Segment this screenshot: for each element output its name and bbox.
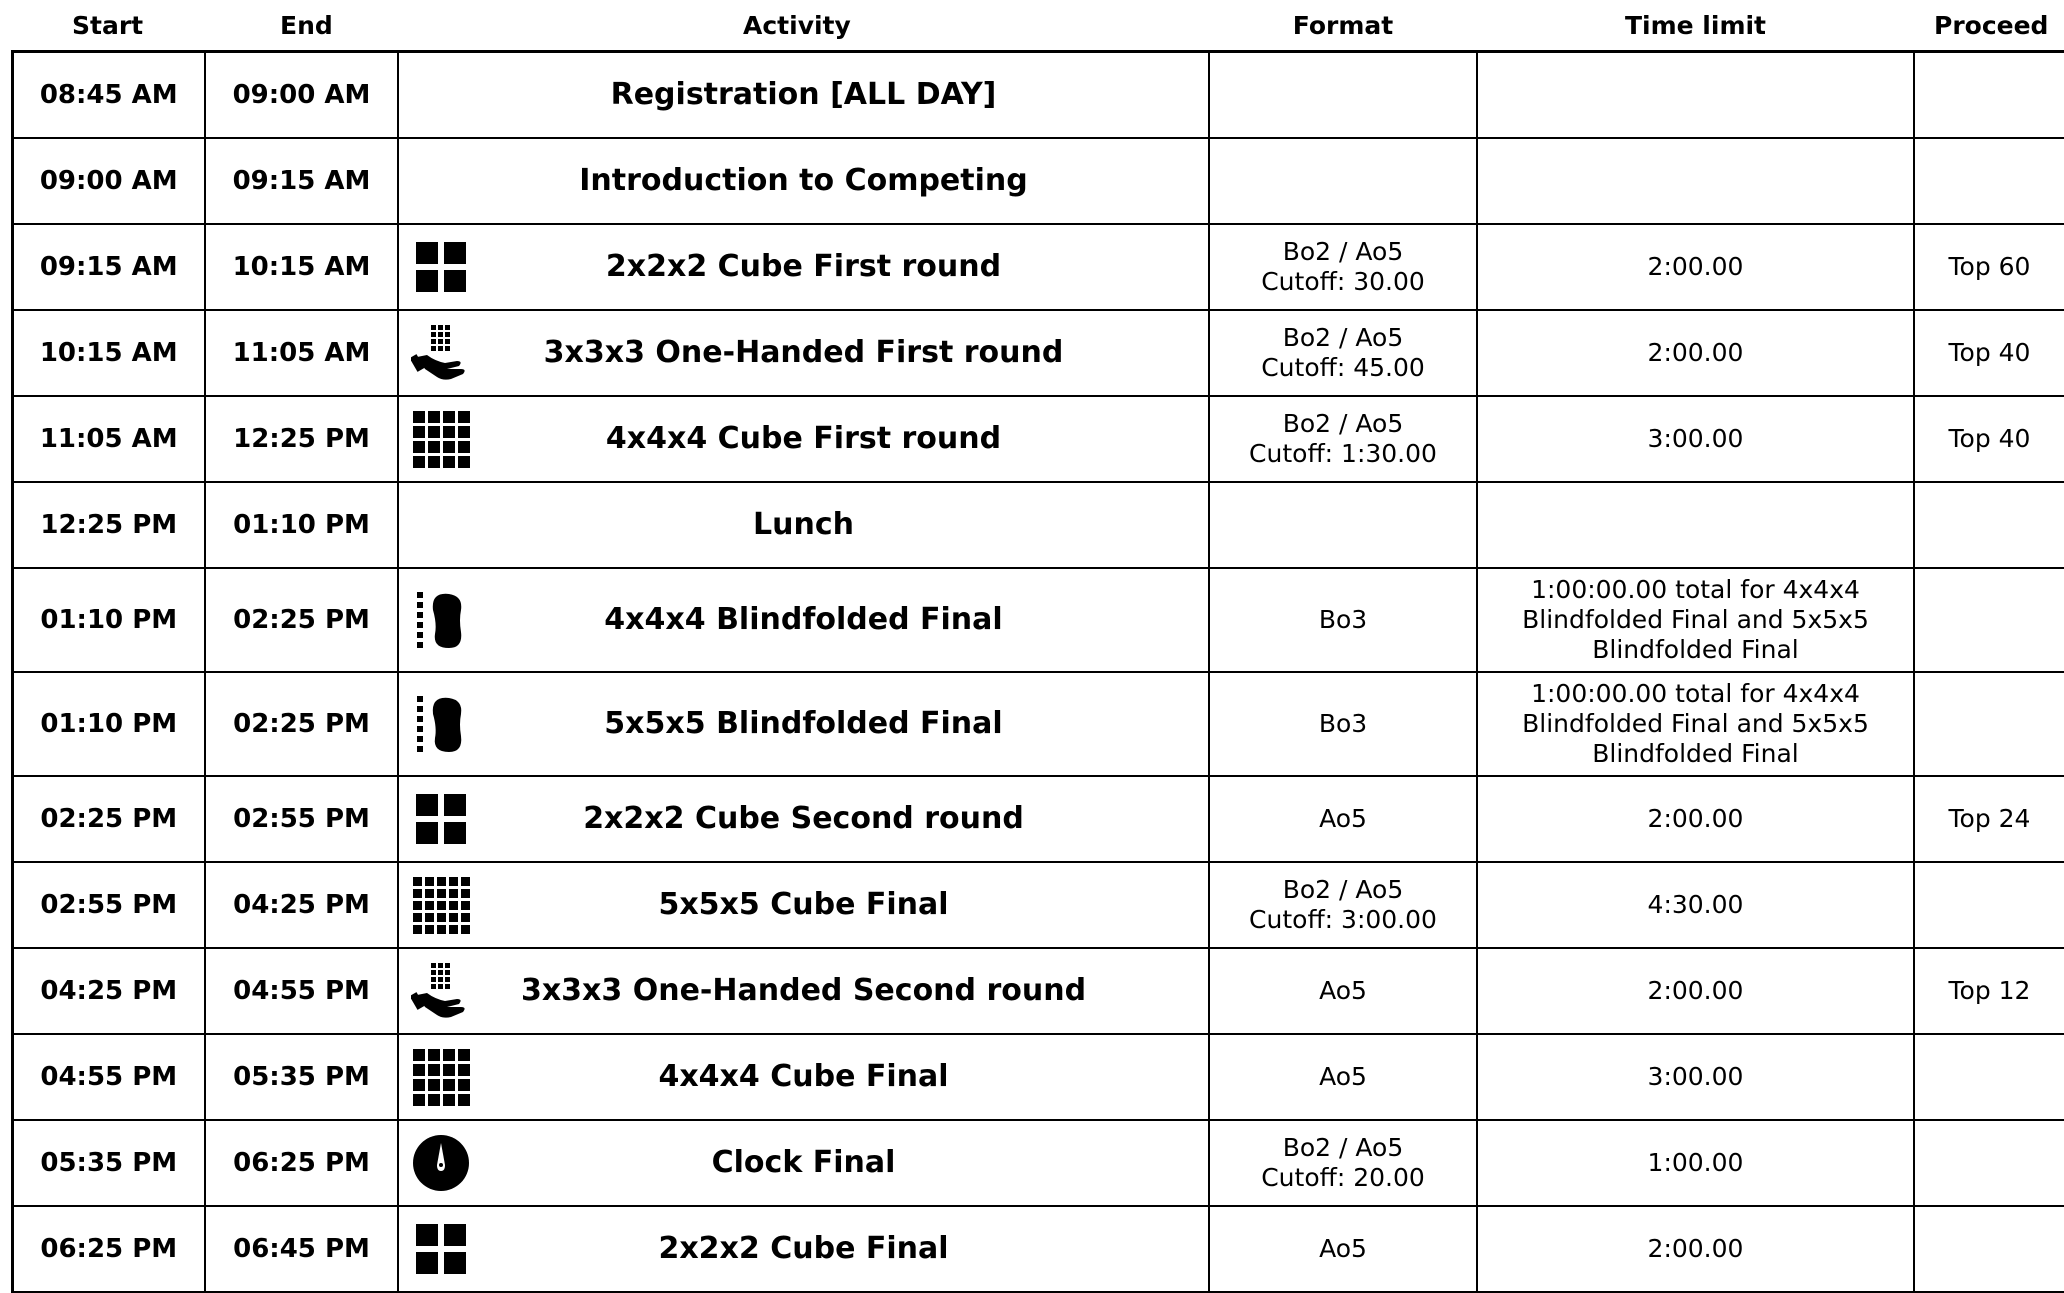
row-gutter [0,396,12,482]
end-time-cell: 09:00 AM [205,52,398,138]
time-limit-cell: 1:00:00.00 total for 4x4x4 Blindfolded Final and 5x5x5 Blindfolded Final [1477,568,1914,672]
row-gutter [0,1120,12,1206]
format-cell [1209,138,1477,224]
row-gutter [0,948,12,1034]
activity-label: Registration [ALL DAY] [610,76,997,112]
start-time-cell: 09:00 AM [12,138,205,224]
header-format: Format [1209,0,1477,52]
time-limit-cell: 2:00.00 [1477,1206,1914,1292]
proceed-cell: Top 60 [1914,224,2064,310]
activity-label: 2x2x2 Cube First round [605,248,1002,284]
start-time-cell: 10:15 AM [12,310,205,396]
activity-cell [398,568,1209,672]
activity-cell [398,862,1209,948]
activity-label: Lunch [753,506,854,542]
activity-cell [398,310,1209,396]
table-row [0,862,2064,948]
end-time-cell: 11:05 AM [205,310,398,396]
cube-2x2-icon [411,789,471,849]
activity-label: 4x4x4 Cube Final [658,1058,949,1094]
table-row [0,1034,2064,1120]
header-row [0,0,2064,52]
row-gutter [0,482,12,568]
row-gutter [0,52,12,138]
activity-cell [398,1034,1209,1120]
header-proceed: Proceed [1914,0,2064,52]
table-row [0,482,2064,568]
time-limit-cell: 2:00.00 [1477,310,1914,396]
format-cell: Bo3 [1209,568,1477,672]
start-time-cell: 06:25 PM [12,1206,205,1292]
table-row [0,52,2064,138]
start-time-cell: 04:25 PM [12,948,205,1034]
activity-label: 4x4x4 Cube First round [605,420,1002,456]
end-time-cell: 12:25 PM [205,396,398,482]
format-cell: Bo3 [1209,672,1477,776]
table-row [0,1206,2064,1292]
cube-4x4-icon [411,1047,471,1107]
proceed-cell [1914,1120,2064,1206]
blindfolded-icon [411,694,471,754]
row-gutter [0,224,12,310]
time-limit-cell [1477,52,1914,138]
row-gutter [0,1034,12,1120]
end-time-cell: 04:55 PM [205,948,398,1034]
activity-label: 2x2x2 Cube Second round [583,800,1024,836]
row-gutter [0,672,12,776]
activity-label: 2x2x2 Cube Final [658,1230,949,1266]
end-time-cell: 01:10 PM [205,482,398,568]
row-gutter [0,1206,12,1292]
table-row [0,396,2064,482]
cube-2x2-icon [411,237,471,297]
end-time-cell: 06:45 PM [205,1206,398,1292]
activity-cell [398,1206,1209,1292]
table-row [0,224,2064,310]
proceed-cell [1914,568,2064,672]
activity-label: 3x3x3 One-Handed Second round [520,972,1087,1008]
format-cell: Bo2 / Ao5 Cutoff: 20.00 [1209,1120,1477,1206]
time-limit-cell [1477,138,1914,224]
activity-cell [398,138,1209,224]
time-limit-cell [1477,482,1914,568]
activity-cell [398,1120,1209,1206]
proceed-cell: Top 40 [1914,396,2064,482]
proceed-cell [1914,862,2064,948]
format-cell [1209,52,1477,138]
table-row [0,138,2064,224]
time-limit-cell: 3:00.00 [1477,396,1914,482]
activity-label: Introduction to Competing [579,162,1028,198]
end-time-cell: 09:15 AM [205,138,398,224]
activity-cell [398,396,1209,482]
format-cell: Bo2 / Ao5 Cutoff: 45.00 [1209,310,1477,396]
activity-label: 5x5x5 Blindfolded Final [604,705,1003,741]
one-handed-icon [411,323,471,383]
proceed-cell: Top 12 [1914,948,2064,1034]
end-time-cell: 10:15 AM [205,224,398,310]
time-limit-cell: 1:00.00 [1477,1120,1914,1206]
table-row [0,948,2064,1034]
activity-label: 4x4x4 Blindfolded Final [604,601,1003,637]
proceed-cell [1914,1034,2064,1120]
end-time-cell: 04:25 PM [205,862,398,948]
table-row [0,776,2064,862]
row-gutter [0,310,12,396]
start-time-cell: 11:05 AM [12,396,205,482]
start-time-cell: 09:15 AM [12,224,205,310]
proceed-cell [1914,1206,2064,1292]
format-cell: Ao5 [1209,948,1477,1034]
cube-5x5-icon [411,875,471,935]
time-limit-cell: 4:30.00 [1477,862,1914,948]
start-time-cell: 05:35 PM [12,1120,205,1206]
cube-4x4-icon [411,409,471,469]
time-limit-cell: 3:00.00 [1477,1034,1914,1120]
proceed-cell [1914,672,2064,776]
row-gutter [0,568,12,672]
blindfolded-icon [411,590,471,650]
end-time-cell: 02:55 PM [205,776,398,862]
row-gutter [0,862,12,948]
time-limit-cell: 2:00.00 [1477,776,1914,862]
start-time-cell: 01:10 PM [12,568,205,672]
table-row [0,568,2064,672]
activity-cell [398,672,1209,776]
clock-icon [411,1133,471,1193]
format-cell: Bo2 / Ao5 Cutoff: 3:00.00 [1209,862,1477,948]
end-time-cell: 02:25 PM [205,672,398,776]
header-end: End [205,0,398,52]
proceed-cell [1914,482,2064,568]
format-cell: Ao5 [1209,1206,1477,1292]
end-time-cell: 05:35 PM [205,1034,398,1120]
format-cell: Ao5 [1209,1034,1477,1120]
activity-cell [398,52,1209,138]
activity-cell [398,224,1209,310]
time-limit-cell: 2:00.00 [1477,224,1914,310]
proceed-cell [1914,138,2064,224]
activity-cell [398,776,1209,862]
proceed-cell: Top 24 [1914,776,2064,862]
end-time-cell: 06:25 PM [205,1120,398,1206]
header-activity: Activity [398,0,1209,52]
header-time-limit: Time limit [1477,0,1914,52]
format-cell: Bo2 / Ao5 Cutoff: 1:30.00 [1209,396,1477,482]
header-start: Start [12,0,205,52]
proceed-cell: Top 40 [1914,310,2064,396]
format-cell: Ao5 [1209,776,1477,862]
time-limit-cell: 1:00:00.00 total for 4x4x4 Blindfolded Final and 5x5x5 Blindfolded Final [1477,672,1914,776]
start-time-cell: 02:25 PM [12,776,205,862]
row-gutter [0,138,12,224]
table-row [0,1120,2064,1206]
proceed-cell [1914,52,2064,138]
start-time-cell: 04:55 PM [12,1034,205,1120]
cube-2x2-icon [411,1219,471,1279]
format-cell [1209,482,1477,568]
end-time-cell: 02:25 PM [205,568,398,672]
activity-cell [398,948,1209,1034]
activity-label: 3x3x3 One-Handed First round [543,334,1064,370]
activity-label: 5x5x5 Cube Final [658,886,949,922]
start-time-cell: 08:45 AM [12,52,205,138]
table-row [0,310,2064,396]
time-limit-cell: 2:00.00 [1477,948,1914,1034]
start-time-cell: 01:10 PM [12,672,205,776]
format-cell: Bo2 / Ao5 Cutoff: 30.00 [1209,224,1477,310]
one-handed-icon [411,961,471,1021]
start-time-cell: 12:25 PM [12,482,205,568]
start-time-cell: 02:55 PM [12,862,205,948]
row-gutter [0,776,12,862]
activity-cell [398,482,1209,568]
table-row [0,672,2064,776]
activity-label: Clock Final [711,1144,896,1180]
